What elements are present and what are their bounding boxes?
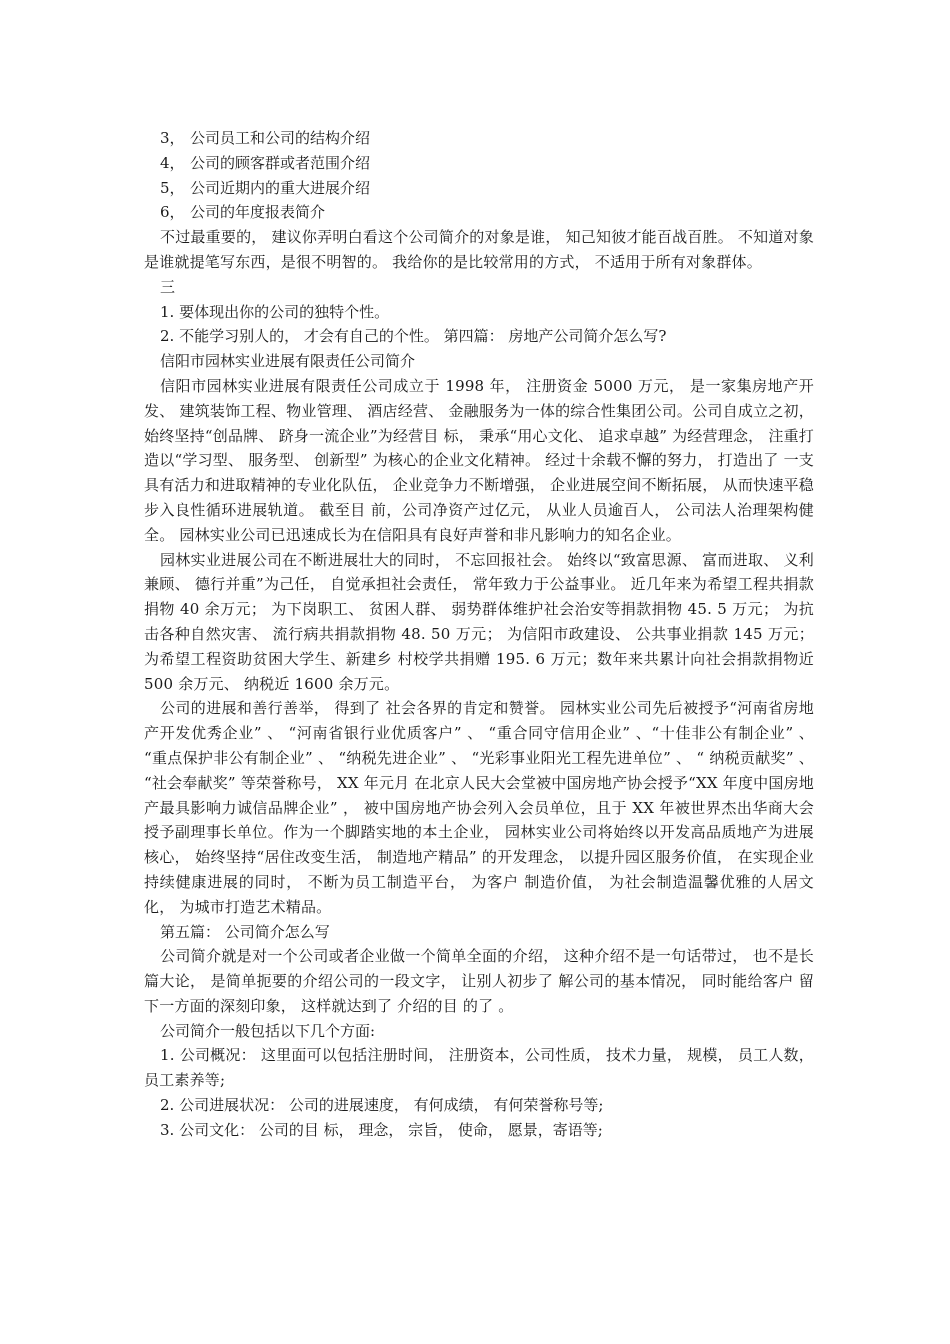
point-item: 2. 不能学习别人的， 才会有自己的个性。 第四篇： 房地产公司简介怎么写? xyxy=(160,327,667,346)
document-body xyxy=(144,126,814,1143)
section-five-heading: 第五篇： 公司简介怎么写 xyxy=(160,922,330,941)
list-item: 6， 公司的年度报表简介 xyxy=(160,203,326,222)
section-three-heading: 三 xyxy=(160,277,176,296)
honors-paragraph: 公司的进展和善行善举， 得到了 社会各界的肯定和赞誉。 园林实业公司先后被授予“河南省房地产开发优秀企业” 、 “河南省银行业优质客户” 、 “重合同守信用企业” 、“十佳非公有制企业” 、 “重点保护非公有制企业” 、 “纳税先进企业” 、 “光彩事业阳光工程先进单位” 、 “ 纳税贡献奖” 、 “社会奉献奖” 等荣誉称号， XX 年元月 在北京人民大会堂被中国房地产协会授予“XX 年度中国房地产最具影响力诚信品牌企业” ， 被中国房地产协会列入会员单位，且于 XX 年被世界杰出华商大会授予副理事长单位。作为一个脚踏实地的本土企业， 园林实业公司将始终以开发高品质地产为进展核心， 始终坚持“居住改变生活， 制造地产精品” 的开发理念， 以提升园区服务价值， 在实现企业持续健康进展的同时， 不断为员工制造平台， 为客户 制造价值， 为社会制造温馨优雅的人居文化， 为城市打造艺术精品。 xyxy=(144,699,814,916)
charity-paragraph: 园林实业进展公司在不断进展壮大的同时， 不忘回报社会。 始终以“致富思源、 富而进取、 义利兼顾、 德行并重”为己任， 自觉承担社会责任， 常年致力于公益事业。 近几年来为希望工程共捐款捐物 40 余万元； 为下岗职工、 贫困人群、 弱势群体维护社会治安等捐款捐物 45. 5 万元； 为抗击各种自然灾害、 流行病共捐款捐物 48. 50 万元； 为信阳市政建设、 公共事业捐款 145 万元； 为希望工程资助贫困大学生、新建乡 村校学共捐赠 195. 6 万元；数年来共累计向社会捐款捐物近 500 余万元、 纳税近 1600 余万元。 xyxy=(144,550,814,693)
aspect-item: 3. 公司文化： 公司的目 标， 理念， 宗旨， 使命， 愿景，寄语等; xyxy=(160,1120,603,1139)
includes-heading: 公司简介一般包括以下几个方面: xyxy=(160,1021,376,1040)
aspect-item: 2. 公司进展状况： 公司的进展速度， 有何成绩， 有何荣誉称号等; xyxy=(160,1096,604,1115)
aspect-item: 1. 公司概况： 这里面可以包括注册时间， 注册资本，公司性质， 技术力量， 规模， 员工人数， 员工素养等; xyxy=(144,1046,814,1090)
advice-paragraph: 不过最重要的， 建议你弄明白看这个公司简介的对象是谁， 知己知彼才能百战百胜。 不知道对象是谁就提笔写东西，是很不明智的。 我给你的是比较常用的方式， 不适用于所有对象群体。 xyxy=(144,228,814,271)
company-intro-paragraph: 信阳市园林实业进展有限责任公司成立于 1998 年， 注册资金 5000 万元， 是一家集房地产开发、 建筑装饰工程、物业管理、 酒店经营、 金融服务为一体的综合性集团公司。公司自成立之初， 始终坚持“创品牌、 跻身一流企业”为经营目 标， 秉承“用心文化、 追求卓越” 为经营理念， 注重打造以“学习型、 服务型、 创新型” 为核心的企业文化精神。 经过十余载不懈的努力， 打造出了 一支具有活力和进取精神的专业化队伍， 企业竞争力不断增强， 企业进展空间不断拓展， 从而快速平稳步入良性循环进展轨道。 截至目 前，公司净资产过亿元， 从业人员逾百人， 公司法人治理架构健全。 园林实业公司已迅速成长为在信阳具有良好声誉和非凡影响力的知名企业。 xyxy=(144,376,814,544)
list-item: 3， 公司员工和公司的结构介绍 xyxy=(160,129,371,147)
company-title: 信阳市园林实业进展有限责任公司简介 xyxy=(160,352,416,371)
definition-paragraph: 公司简介就是对一个公司或者企业做一个简单全面的介绍， 这种介绍不是一句话带过， 也不是长篇大论， 是简单扼要的介绍公司的一段文字， 让别人初步了 解公司的基本情况， 同时能给客户 留下一方面的深刻印象， 这样就达到了 介绍的目 的了 。 xyxy=(144,947,814,1015)
point-item: 1. 要体现出你的公司的独特个性。 xyxy=(160,302,390,321)
list-item: 5， 公司近期内的重大进展介绍 xyxy=(160,178,371,197)
list-item: 4， 公司的顾客群或者范围介绍 xyxy=(160,153,371,172)
